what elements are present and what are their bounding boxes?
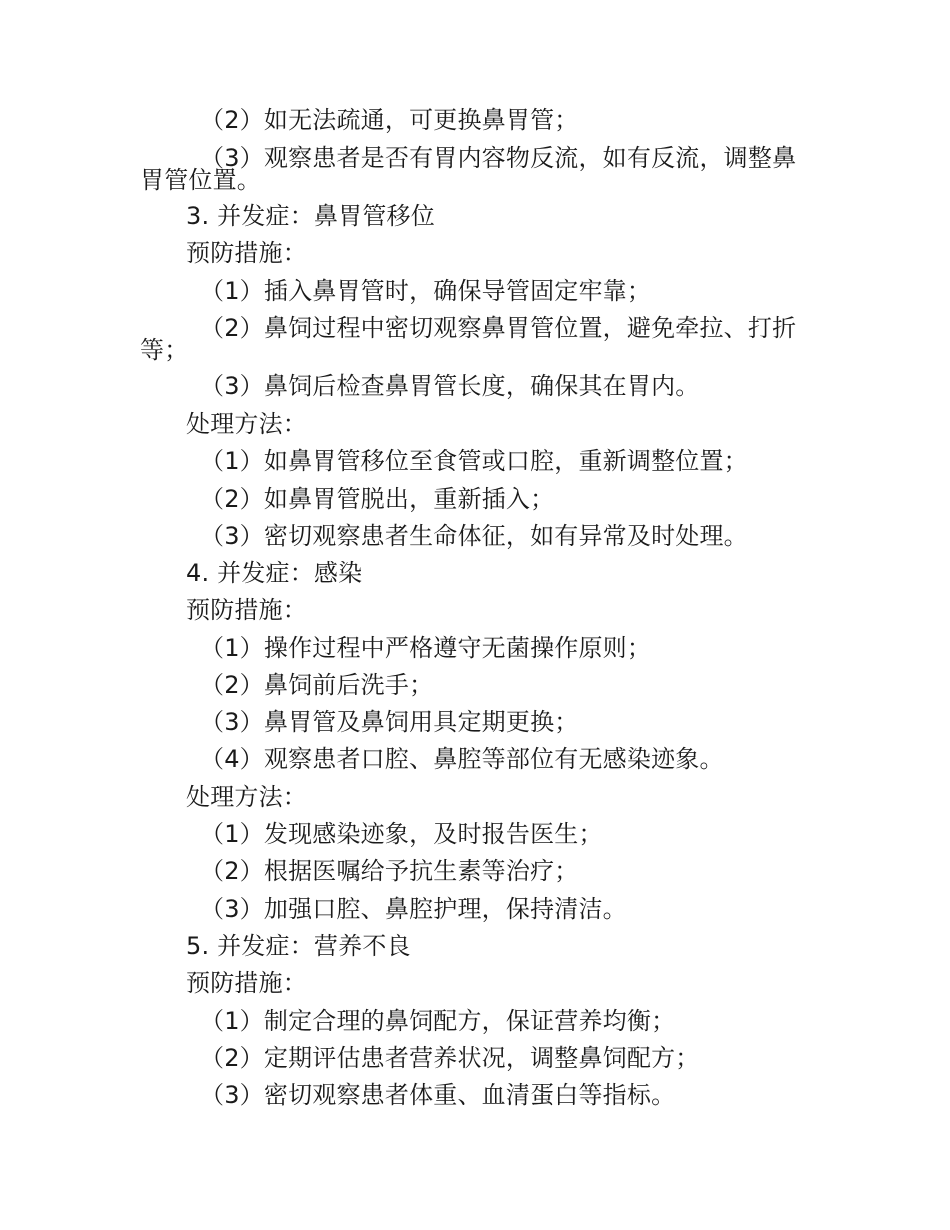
- list-item: （1）操作过程中严格遵守无菌操作原则；: [200, 634, 652, 662]
- subheading: 预防措施：: [186, 239, 307, 267]
- section-heading: 4. 并发症：感染: [186, 559, 363, 587]
- list-item: （3）观察患者是否有胃内容物反流，如有反流，调整鼻: [200, 144, 797, 172]
- list-item: （1）如鼻胃管移位至食管或口腔，重新调整位置；: [200, 447, 748, 475]
- list-item: （3）鼻饲后检查鼻胃管长度，确保其在胃内。: [200, 372, 700, 400]
- list-item: （1）制定合理的鼻饲配方，保证营养均衡；: [200, 1007, 676, 1035]
- list-item: （2）鼻饲前后洗手；: [200, 671, 434, 699]
- list-item-continuation: 胃管位置。: [140, 166, 261, 194]
- list-item: （3）密切观察患者体重、血清蛋白等指标。: [200, 1081, 676, 1109]
- list-item: （1）发现感染迹象，及时报告医生；: [200, 820, 603, 848]
- list-item: （2）根据医嘱给予抗生素等治疗；: [200, 857, 579, 885]
- subheading: 处理方法：: [186, 410, 307, 438]
- section-heading: 3. 并发症：鼻胃管移位: [186, 202, 435, 230]
- list-item-continuation: 等；: [140, 336, 189, 364]
- subheading: 处理方法：: [186, 783, 307, 811]
- subheading: 预防措施：: [186, 969, 307, 997]
- list-item: （3）鼻胃管及鼻饲用具定期更换；: [200, 708, 579, 736]
- list-item: （1）插入鼻胃管时，确保导管固定牢靠；: [200, 277, 652, 305]
- list-item: （2）如无法疏通，可更换鼻胃管；: [200, 106, 579, 134]
- section-heading: 5. 并发症：营养不良: [186, 932, 411, 960]
- list-item: （3）加强口腔、鼻腔护理，保持清洁。: [200, 895, 627, 923]
- list-item: （2）定期评估患者营养状况，调整鼻饲配方；: [200, 1044, 700, 1072]
- list-item: （4）观察患者口腔、鼻腔等部位有无感染迹象。: [200, 745, 724, 773]
- list-item: （2）如鼻胃管脱出，重新插入；: [200, 485, 555, 513]
- subheading: 预防措施：: [186, 596, 307, 624]
- list-item: （3）密切观察患者生命体征，如有异常及时处理。: [200, 522, 748, 550]
- list-item: （2）鼻饲过程中密切观察鼻胃管位置，避免牵拉、打折: [200, 314, 797, 342]
